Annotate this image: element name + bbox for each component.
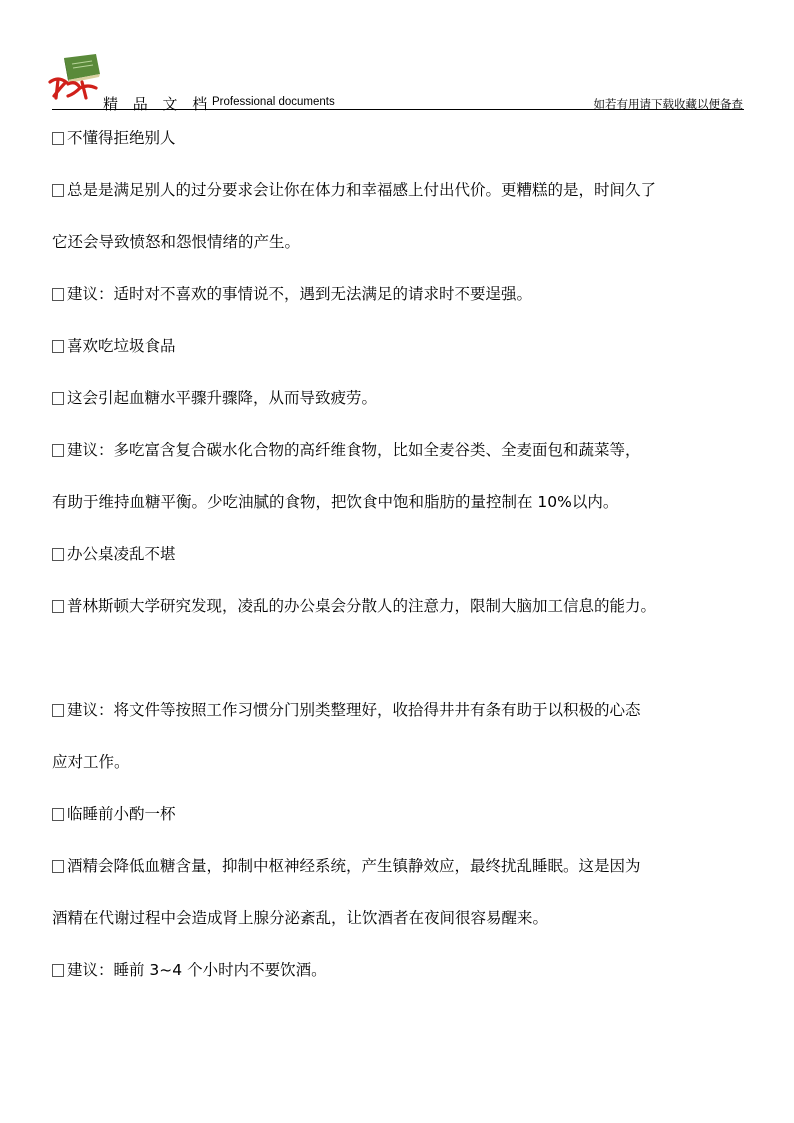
paragraph-line: 总是是满足别人的过分要求会让你在体力和幸福感上付出代价。更糟糕的是，时间久了 bbox=[67, 181, 657, 199]
header-note: 如若有用请下载收藏以便备查 bbox=[593, 97, 743, 111]
paragraph-continuation bbox=[52, 752, 130, 772]
paragraph bbox=[52, 180, 656, 200]
checkbox-glyph bbox=[52, 860, 64, 873]
checkbox-glyph bbox=[52, 704, 64, 717]
paragraph-line: 建议：将文件等按照工作习惯分门别类整理好，收拾得井井有条有助于以积极的心态 bbox=[67, 701, 641, 719]
paragraph bbox=[52, 856, 641, 876]
paragraph bbox=[52, 284, 532, 304]
logo-image bbox=[46, 52, 102, 102]
paragraph-continuation bbox=[52, 232, 300, 252]
checkbox-glyph bbox=[52, 392, 64, 405]
checkbox-glyph bbox=[52, 808, 64, 821]
header-divider bbox=[52, 109, 744, 110]
paragraph-line: 有助于维持血糖平衡。少吃油腻的食物，把饮食中饱和脂肪的量控制在 10%以内。 bbox=[52, 493, 619, 511]
checkbox-glyph bbox=[52, 288, 64, 301]
paragraph-continuation bbox=[52, 908, 548, 928]
paragraph-line: 建议：睡前 3~4 个小时内不要饮酒。 bbox=[67, 961, 327, 979]
checkbox-glyph bbox=[52, 132, 64, 145]
checkbox-glyph bbox=[52, 548, 64, 561]
page-header bbox=[0, 0, 794, 112]
paragraph bbox=[52, 804, 176, 824]
paragraph bbox=[52, 388, 377, 408]
paragraph-line: 建议：多吃富含复合碳水化合物的高纤维食物，比如全麦谷类、全麦面包和蔬菜等， bbox=[67, 441, 641, 459]
paragraph-line: 它还会导致愤怒和怨恨情绪的产生。 bbox=[52, 233, 301, 251]
paragraph bbox=[52, 440, 641, 460]
paragraph-line: 这会引起血糖水平骤升骤降，从而导致疲劳。 bbox=[67, 389, 378, 407]
paragraph bbox=[52, 960, 327, 980]
checkbox-glyph bbox=[52, 184, 64, 197]
brand-subtitle: Professional documents bbox=[212, 96, 335, 108]
checkbox-glyph bbox=[52, 340, 64, 353]
paragraph bbox=[52, 336, 176, 356]
checkbox-glyph bbox=[52, 964, 64, 977]
brand-title: 精 品 文 档 bbox=[103, 95, 213, 113]
paragraph-line: 临睡前小酌一杯 bbox=[67, 805, 176, 823]
paragraph-line: 普林斯顿大学研究发现，凌乱的办公桌会分散人的注意力，限制大脑加工信息的能力。 bbox=[67, 597, 657, 615]
paragraph-line: 喜欢吃垃圾食品 bbox=[67, 337, 176, 355]
paragraph bbox=[52, 128, 176, 148]
paragraph-line: 应对工作。 bbox=[52, 753, 130, 771]
paragraph-line: 酒精在代谢过程中会造成肾上腺分泌紊乱，让饮酒者在夜间很容易醒来。 bbox=[52, 909, 549, 927]
paragraph bbox=[52, 596, 656, 616]
paragraph-line: 酒精会降低血糖含量，抑制中枢神经系统，产生镇静效应，最终扰乱睡眠。这是因为 bbox=[67, 857, 641, 875]
paragraph bbox=[52, 544, 176, 564]
checkbox-glyph bbox=[52, 444, 64, 457]
paragraph bbox=[52, 700, 641, 720]
paragraph-line: 不懂得拒绝别人 bbox=[67, 129, 176, 147]
paragraph-line: 办公桌凌乱不堪 bbox=[67, 545, 176, 563]
paragraph-line: 建议：适时对不喜欢的事情说不，遇到无法满足的请求时不要逞强。 bbox=[67, 285, 533, 303]
checkbox-glyph bbox=[52, 600, 64, 613]
paragraph-continuation bbox=[52, 492, 618, 512]
